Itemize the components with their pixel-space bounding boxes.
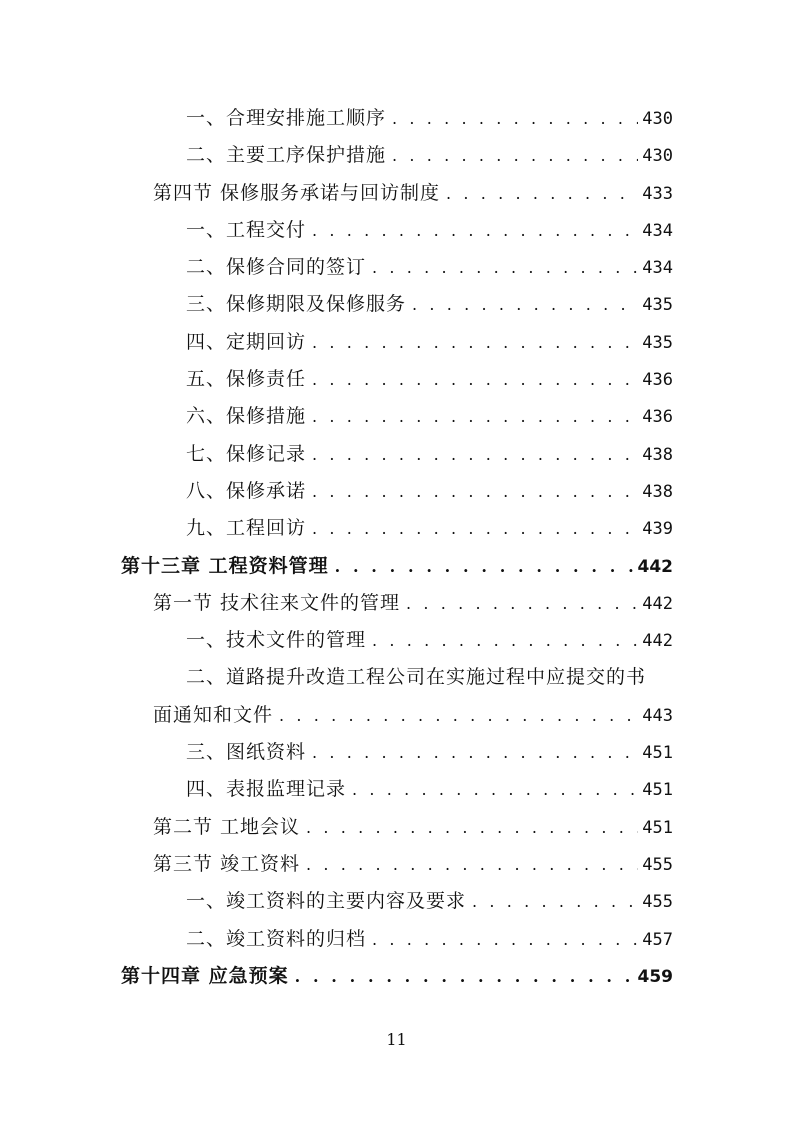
toc-entry-page: 436 <box>642 370 673 391</box>
toc-entry-title: 二、保修合同的签订 <box>186 256 367 279</box>
toc-entry-title: 第二节 工地会议 <box>153 815 301 838</box>
toc-entry-title: 八、保修承诺 <box>186 479 307 502</box>
toc-entry[interactable] <box>0 249 793 286</box>
toc-entry-page: 430 <box>642 146 673 167</box>
toc-leader <box>312 734 638 771</box>
toc-entry-title: 一、合理安排施工顺序 <box>186 107 387 129</box>
toc-entry-page: 451 <box>642 780 673 801</box>
toc-entry-page: 434 <box>642 258 673 279</box>
toc-entry-page: 434 <box>642 220 673 241</box>
toc-entry-page: 438 <box>642 481 673 502</box>
toc-leader <box>372 249 638 286</box>
toc-entry-page: 435 <box>642 295 673 316</box>
toc-entry-page: 455 <box>642 892 673 913</box>
toc-leader <box>306 846 638 883</box>
toc-chapter-entry[interactable] <box>0 958 793 995</box>
toc-entry-title: 面通知和文件 <box>153 703 274 726</box>
toc-entry[interactable] <box>0 175 793 212</box>
toc-leader <box>312 212 638 249</box>
toc-entry-title: 二、道路提升改造工程公司在实施过程中应提交的书 <box>186 666 647 689</box>
toc-entry-title: 二、主要工序保护措施 <box>186 144 387 167</box>
toc-entry-continuation[interactable] <box>0 697 793 734</box>
toc-entry[interactable] <box>0 212 793 249</box>
toc-entry[interactable] <box>0 771 793 808</box>
toc-leader <box>312 510 638 547</box>
toc-entry-page: 455 <box>642 854 673 875</box>
toc-entry-page: 442 <box>637 556 673 577</box>
toc-entry[interactable] <box>0 659 793 696</box>
toc-entry-title: 三、保修期限及保修服务 <box>186 293 407 316</box>
toc-leader <box>446 175 638 212</box>
toc-entry-title: 一、工程交付 <box>186 218 307 241</box>
toc-entry-title: 二、竣工资料的归档 <box>186 927 367 950</box>
toc-leader <box>472 883 638 920</box>
toc-entry[interactable] <box>0 324 793 361</box>
toc-entry-title: 四、定期回访 <box>186 330 307 353</box>
page-number: 11 <box>386 1030 407 1049</box>
toc-entry-title: 第十三章 工程资料管理 <box>121 554 329 577</box>
toc-entry-page: 459 <box>637 966 673 987</box>
toc-entry[interactable] <box>0 100 793 137</box>
toc-leader <box>406 585 638 622</box>
toc-entry-title: 四、表报监理记录 <box>186 778 347 801</box>
toc-entry[interactable] <box>0 398 793 435</box>
toc-leader <box>335 548 634 585</box>
toc-leader <box>312 398 638 435</box>
toc-entry[interactable] <box>0 809 793 846</box>
toc-entry[interactable] <box>0 883 793 920</box>
toc-entry-page: 438 <box>642 444 673 465</box>
toc-entry-title: 五、保修责任 <box>186 368 307 391</box>
toc-entry-page: 433 <box>642 183 673 204</box>
toc-entry[interactable] <box>0 921 793 958</box>
toc-entry-title: 第四节 保修服务承诺与回访制度 <box>153 181 441 204</box>
toc-entry-page: 443 <box>642 705 673 726</box>
toc-leader <box>392 137 638 174</box>
toc-leader <box>352 771 638 808</box>
toc-entry[interactable] <box>0 585 793 622</box>
toc-entry[interactable] <box>0 510 793 547</box>
toc-entry-page: 439 <box>642 519 673 540</box>
toc-entry-page: 457 <box>642 929 673 950</box>
toc-leader <box>312 473 638 510</box>
toc-entry-title: 第一节 技术往来文件的管理 <box>153 591 401 614</box>
toc-entry[interactable] <box>0 622 793 659</box>
toc-entry-page: 451 <box>642 743 673 764</box>
toc-entry[interactable] <box>0 286 793 323</box>
toc-leader <box>312 361 638 398</box>
table-of-contents <box>0 100 793 995</box>
toc-entry-page: 435 <box>642 332 673 353</box>
toc-entry-page: 442 <box>642 593 673 614</box>
toc-entry-page: 430 <box>642 109 673 129</box>
toc-leader <box>306 809 638 846</box>
toc-entry-title: 七、保修记录 <box>186 442 307 465</box>
toc-entry[interactable] <box>0 846 793 883</box>
toc-leader <box>312 324 638 361</box>
toc-entry[interactable] <box>0 473 793 510</box>
toc-entry[interactable] <box>0 361 793 398</box>
toc-leader <box>372 622 638 659</box>
toc-leader <box>372 921 638 958</box>
toc-entry[interactable] <box>0 734 793 771</box>
toc-entry-title: 第三节 竣工资料 <box>153 852 301 875</box>
toc-entry-page: 436 <box>642 407 673 428</box>
toc-chapter-entry[interactable] <box>0 548 793 585</box>
toc-entry-title: 六、保修措施 <box>186 405 307 428</box>
toc-leader <box>392 100 638 137</box>
toc-entry-title: 三、图纸资料 <box>186 741 307 764</box>
toc-leader <box>312 436 638 473</box>
toc-entry-page: 451 <box>642 817 673 838</box>
toc-entry-title: 九、工程回访 <box>186 517 307 540</box>
toc-entry-title: 第十四章 应急预案 <box>121 964 289 987</box>
toc-entry[interactable] <box>0 137 793 174</box>
toc-entry-page: 442 <box>642 631 673 652</box>
toc-entry-title: 一、竣工资料的主要内容及要求 <box>186 890 467 913</box>
toc-leader <box>295 958 634 995</box>
toc-leader <box>412 286 638 323</box>
toc-entry[interactable] <box>0 436 793 473</box>
toc-leader <box>279 697 638 734</box>
toc-entry-title: 一、技术文件的管理 <box>186 629 367 652</box>
